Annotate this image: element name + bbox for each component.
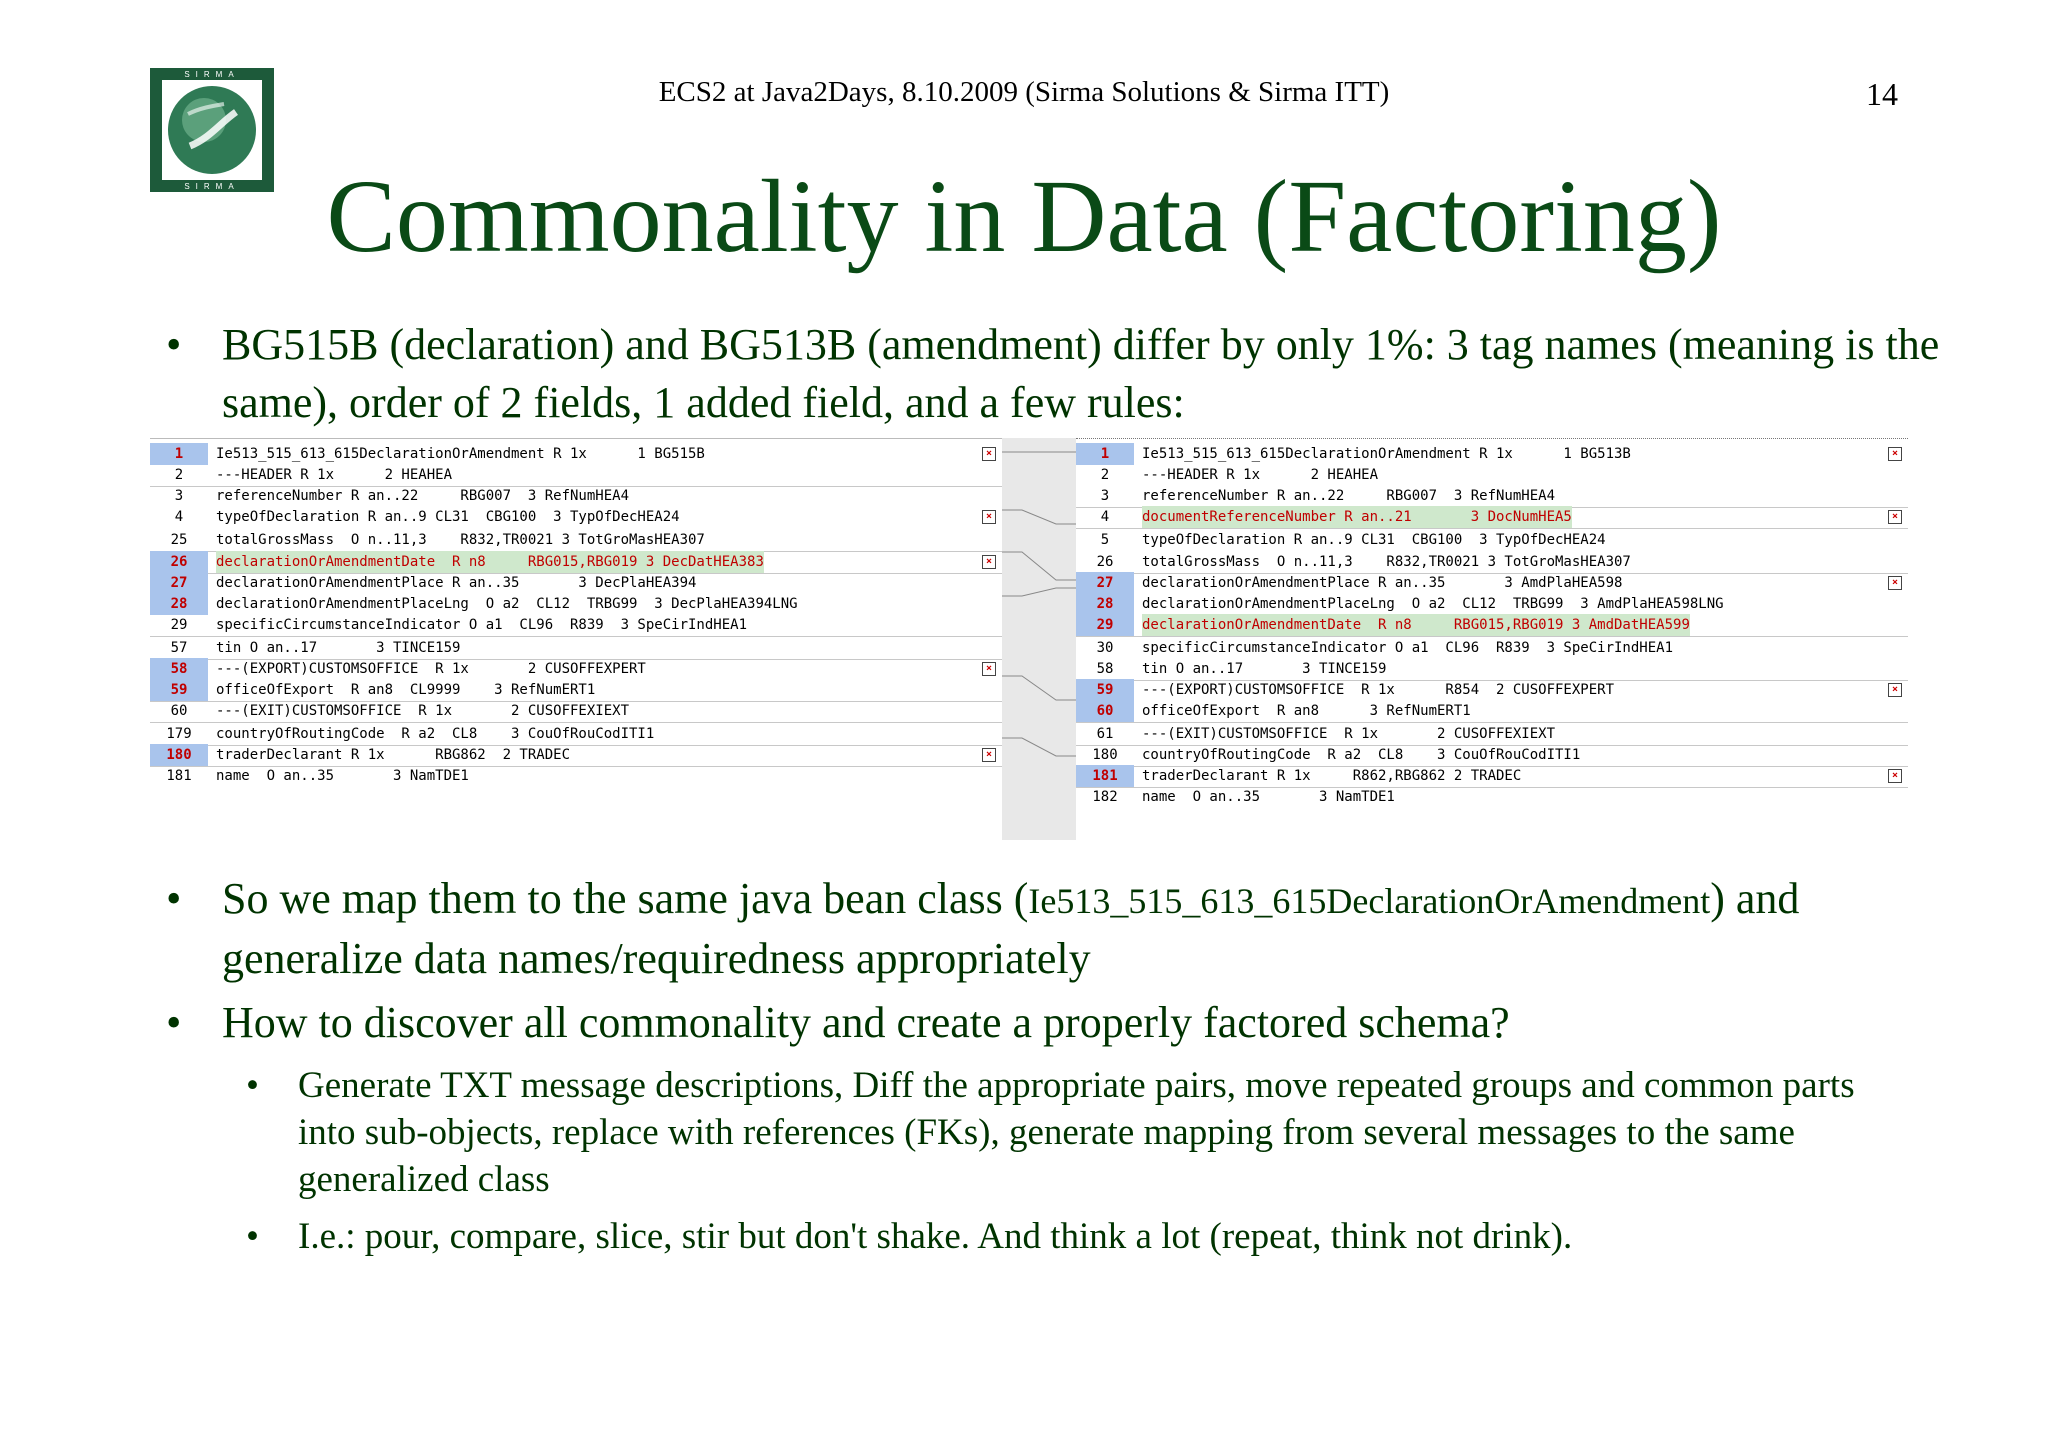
diff-line-right[interactable]	[1076, 485, 1908, 508]
diff-comparison	[150, 438, 1908, 840]
diff-marker-icon[interactable]: ×	[1888, 447, 1902, 461]
bean-class-name: Ie513_515_613_615DeclarationOrAmendment	[1028, 881, 1711, 921]
line-code: specificCircumstanceIndicator O a1 CL96 R839 3 SpeCirIndHEA1	[216, 617, 748, 633]
line-code: Ie513_515_613_615DeclarationOrAmendment R 1x 1 BG515B	[216, 446, 705, 462]
line-number: 60	[170, 703, 188, 719]
diff-marker-icon[interactable]: ×	[982, 555, 996, 569]
page-number: 14	[1866, 76, 1898, 112]
line-number: 26	[1096, 554, 1114, 570]
line-number: 25	[170, 532, 188, 548]
bullet-dot: •	[166, 320, 182, 369]
line-code: declarationOrAmendmentDate R n8 RBG015,RBG019 3 DecDatHEA383	[216, 551, 764, 573]
line-number: 26	[150, 551, 208, 573]
diff-gutter	[1002, 438, 1076, 840]
diff-line-right[interactable]	[1076, 572, 1908, 594]
subbullet-joke	[246, 1213, 1918, 1260]
line-code: countryOfRoutingCode R a2 CL8 3 CouOfRouCodITI1	[1142, 747, 1581, 763]
line-code: countryOfRoutingCode R a2 CL8 3 CouOfRouCodITI1	[216, 726, 655, 742]
diff-line-right[interactable]	[1076, 679, 1908, 701]
diff-right-pane[interactable]	[1076, 438, 1908, 841]
line-code: declarationOrAmendmentDate R n8 RBG015,RBG019 3 AmdDatHEA599	[1142, 614, 1690, 636]
line-number: 181	[1076, 765, 1134, 787]
bullet-dot: •	[246, 1216, 259, 1257]
diff-line-left[interactable]	[150, 723, 1002, 746]
line-number: 61	[1096, 726, 1114, 742]
bullet-question	[166, 994, 1942, 1052]
diff-line-right[interactable]	[1076, 506, 1908, 529]
line-code: specificCircumstanceIndicator O a1 CL96 R839 3 SpeCirIndHEA1	[1142, 640, 1674, 656]
slide-title: Commonality in Data (Factoring)	[326, 159, 1722, 274]
line-number: 59	[1076, 679, 1134, 701]
line-code: name O an..35 3 NamTDE1	[216, 768, 469, 784]
line-number: 30	[1096, 640, 1114, 656]
line-code: ---HEADER R 1x 2 HEAHEA	[216, 467, 453, 483]
diff-line-left[interactable]	[150, 679, 1002, 702]
bullet-text-post: ) and generalize data names/requiredness appropriately	[222, 874, 1800, 983]
diff-line-left[interactable]	[150, 744, 1002, 767]
bullet-dot: •	[166, 874, 182, 923]
diff-line-left[interactable]	[150, 551, 1002, 574]
line-number: 58	[150, 658, 208, 680]
bullet-text: BG515B (declaration) and BG513B (amendment) differ by only 1%: 3 tag names (meaning is the same), order of 2 fields, 1 added field, and a few rules:	[222, 320, 1940, 427]
diff-line-right[interactable]	[1076, 723, 1908, 746]
bullet-dot: •	[166, 998, 182, 1047]
subbullet-text: Generate TXT message descriptions, Diff the appropriate pairs, move repeated groups and common parts into sub-objects, replace with references (FKs), generate mapping from several messages to the same generalized class	[298, 1065, 1855, 1200]
line-code: ---(EXPORT)CUSTOMSOFFICE R 1x 2 CUSOFFEXPERT	[216, 661, 646, 677]
line-code: totalGrossMass O n..11,3 R832,TR0021 3 TotGroMasHEA307	[1142, 554, 1631, 570]
line-code: traderDeclarant R 1x R862,RBG862 2 TRADEC	[1142, 768, 1522, 784]
bullet-dot: •	[246, 1065, 259, 1106]
line-code: name O an..35 3 NamTDE1	[1142, 789, 1395, 805]
diff-marker-icon[interactable]: ×	[982, 447, 996, 461]
diff-line-left[interactable]	[150, 593, 1002, 615]
line-code: officeOfExport R an8 3 RefNumERT1	[1142, 703, 1471, 719]
diff-line-right[interactable]	[1076, 529, 1908, 551]
svg-text:SIRMA: SIRMA	[184, 182, 240, 191]
line-code: tin O an..17 3 TINCE159	[216, 640, 461, 656]
diff-line-right[interactable]	[1076, 786, 1908, 808]
bullet-differences	[166, 316, 1942, 432]
diff-line-left[interactable]	[150, 765, 1002, 787]
line-number: 57	[170, 640, 188, 656]
line-number: 180	[1092, 747, 1118, 763]
diff-line-right[interactable]	[1076, 744, 1908, 767]
diff-line-left[interactable]	[150, 572, 1002, 594]
diff-line-right[interactable]	[1076, 464, 1908, 486]
line-number: 3	[1100, 488, 1110, 504]
diff-marker-icon[interactable]: ×	[982, 662, 996, 676]
diff-line-right[interactable]	[1076, 443, 1908, 465]
line-code: ---(EXIT)CUSTOMSOFFICE R 1x 2 CUSOFFEXIEXT	[1142, 726, 1556, 742]
diff-line-left[interactable]	[150, 614, 1002, 637]
diff-line-left[interactable]	[150, 700, 1002, 723]
diff-marker-icon[interactable]: ×	[1888, 576, 1902, 590]
line-number: 4	[1100, 509, 1110, 525]
line-number: 1	[1076, 443, 1134, 465]
line-number: 28	[1076, 593, 1134, 615]
line-code: totalGrossMass O n..11,3 R832,TR0021 3 TotGroMasHEA307	[216, 532, 705, 548]
diff-marker-icon[interactable]: ×	[1888, 769, 1902, 783]
line-number: 182	[1092, 789, 1118, 805]
line-number: 180	[150, 744, 208, 766]
bullet-text-pre: So we map them to the same java bean class (	[222, 874, 1029, 923]
line-number: 2	[1100, 467, 1110, 483]
diff-line-right[interactable]	[1076, 593, 1908, 615]
line-number: 28	[150, 593, 208, 615]
diff-line-right[interactable]	[1076, 551, 1908, 574]
line-code: typeOfDeclaration R an..9 CL31 CBG100 3 TypOfDecHEA24	[1142, 532, 1606, 548]
diff-left-pane[interactable]	[150, 438, 1002, 841]
line-code: tin O an..17 3 TINCE159	[1142, 661, 1387, 677]
line-code: officeOfExport R an8 CL9999 3 RefNumERT1	[216, 682, 596, 698]
diff-line-left[interactable]	[150, 506, 1002, 528]
line-number: 60	[1076, 700, 1134, 722]
line-number: 29	[1076, 614, 1134, 636]
diff-line-right[interactable]	[1076, 765, 1908, 788]
diff-line-left[interactable]	[150, 443, 1002, 465]
bullet-mapping	[166, 870, 1962, 988]
diff-line-left[interactable]	[150, 464, 1002, 487]
line-code: declarationOrAmendmentPlaceLng O a2 CL12 TRBG99 3 AmdPlaHEA598LNG	[1142, 596, 1724, 612]
line-number: 5	[1100, 532, 1110, 548]
diff-marker-icon[interactable]: ×	[1888, 510, 1902, 524]
subbullet-text: I.e.: pour, compare, slice, stir but don't shake. And think a lot (repeat, think not drink).	[298, 1216, 1573, 1257]
diff-line-left[interactable]	[150, 637, 1002, 660]
line-code: Ie513_515_613_615DeclarationOrAmendment R 1x 1 BG513B	[1142, 446, 1631, 462]
line-code: documentReferenceNumber R an..21 3 DocNumHEA5	[1142, 506, 1572, 528]
line-number: 27	[150, 572, 208, 594]
line-number: 27	[1076, 572, 1134, 594]
line-number: 2	[174, 467, 184, 483]
line-code: declarationOrAmendmentPlaceLng O a2 CL12 TRBG99 3 DecPlaHEA394LNG	[216, 596, 798, 612]
line-number: 29	[170, 617, 188, 633]
line-number: 59	[150, 679, 208, 701]
line-number: 181	[166, 768, 192, 784]
diff-marker-icon[interactable]: ×	[982, 748, 996, 762]
line-code: typeOfDeclaration R an..9 CL31 CBG100 3 TypOfDecHEA24	[216, 509, 680, 525]
diff-marker-icon[interactable]: ×	[982, 510, 996, 524]
diff-line-right[interactable]	[1076, 637, 1908, 659]
line-number: 4	[174, 509, 184, 525]
line-code: ---(EXIT)CUSTOMSOFFICE R 1x 2 CUSOFFEXIEXT	[216, 703, 630, 719]
diff-line-right[interactable]	[1076, 700, 1908, 723]
line-code: referenceNumber R an..22 RBG007 3 RefNumHEA4	[216, 488, 630, 504]
line-number: 1	[150, 443, 208, 465]
diff-line-right[interactable]	[1076, 658, 1908, 681]
line-number: 58	[1096, 661, 1114, 677]
diff-marker-icon[interactable]: ×	[1888, 683, 1902, 697]
line-code: declarationOrAmendmentPlace R an..35 3 DecPlaHEA394	[216, 575, 697, 591]
svg-text:SIRMA: SIRMA	[184, 70, 240, 79]
line-code: traderDeclarant R 1x RBG862 2 TRADEC	[216, 747, 571, 763]
diff-line-left[interactable]	[150, 529, 1002, 552]
line-code: declarationOrAmendmentPlace R an..35 3 AmdPlaHEA598	[1142, 575, 1623, 591]
line-code: referenceNumber R an..22 RBG007 3 RefNumHEA4	[1142, 488, 1556, 504]
line-code: ---(EXPORT)CUSTOMSOFFICE R 1x R854 2 CUSOFFEXPERT	[1142, 682, 1615, 698]
slide-header: ECS2 at Java2Days, 8.10.2009 (Sirma Solutions & Sirma ITT)	[658, 76, 1390, 108]
bullet-text: How to discover all commonality and create a properly factored schema?	[222, 998, 1510, 1047]
subbullet-generate	[246, 1062, 1918, 1203]
line-number: 179	[166, 726, 192, 742]
line-number: 3	[174, 488, 184, 504]
diff-line-right[interactable]	[1076, 614, 1908, 637]
diff-line-left[interactable]	[150, 485, 1002, 507]
diff-line-left[interactable]	[150, 658, 1002, 680]
line-code: ---HEADER R 1x 2 HEAHEA	[1142, 467, 1379, 483]
